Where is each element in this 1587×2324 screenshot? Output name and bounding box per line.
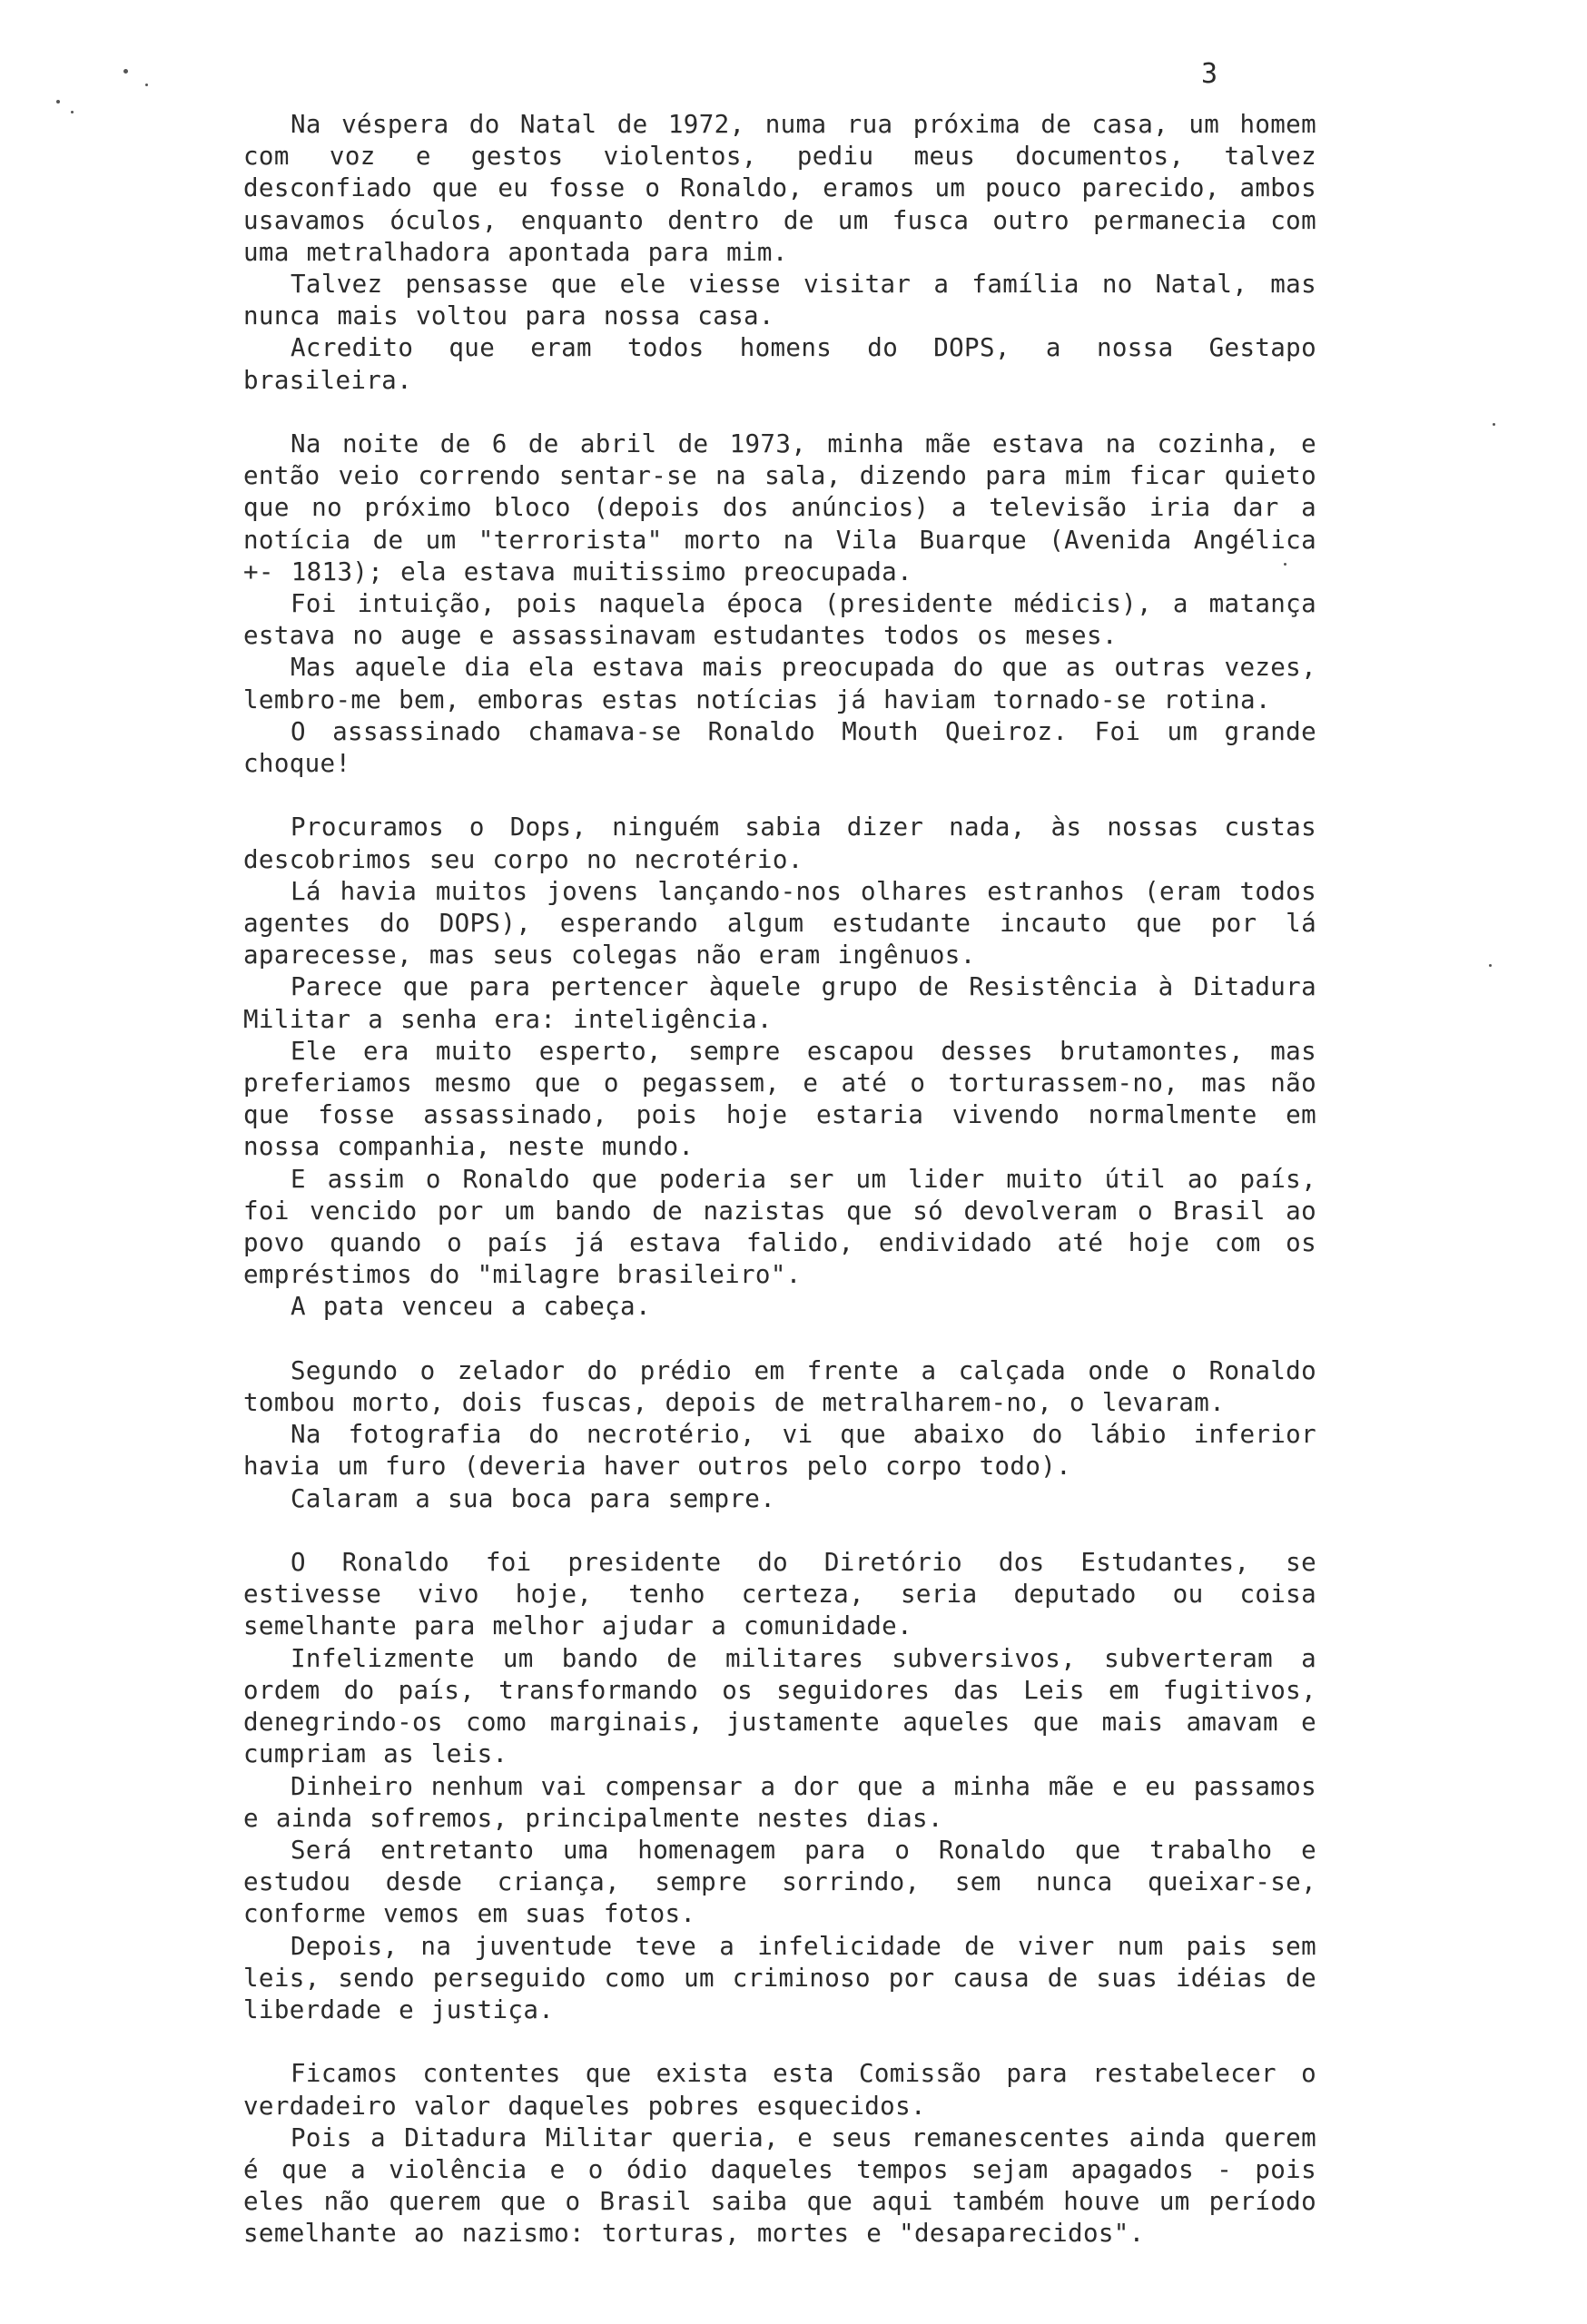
scan-speck: [145, 84, 148, 86]
paragraph: Pois a Ditadura Militar queria, e seus remanescentes ainda querem é que a violência e o ódio daqueles tempos sejam apagados - pois eles não querem que o Brasil saiba que aqui também houve um período semelhante ao nazismo: torturas, mortes e "desaparecidos".: [243, 2122, 1316, 2249]
page-number: 3: [1201, 58, 1218, 90]
paragraph: Será entretanto uma homenagem para o Ronaldo que trabalho e estudou desde criança, sempre sorrindo, sem nunca queixar-se, conforme vemos em suas fotos.: [243, 1835, 1316, 1929]
paragraph: Na noite de 6 de abril de 1973, minha mãe estava na cozinha, e então veio correndo sentar-se na sala, dizendo para mim ficar quieto que no próximo bloco (depois dos anúncios) a televisão iria dar a notícia de um "terrorista" morto na Vila Buarque (Avenida Angélica +- 1813); ela estava muitissimo preocupada.: [243, 429, 1316, 586]
paragraph: E assim o Ronaldo que poderia ser um lider muito útil ao país, foi vencido por um bando de nazistas que só devolveram o Brasil ao povo quando o país já estava falido, endividado até hoje com os empréstimos do "milagre brasileiro".: [243, 1164, 1316, 1290]
paragraph: Ficamos contentes que exista esta Comissão para restabelecer o verdadeiro valor daqueles pobres esquecidos.: [243, 2059, 1316, 2121]
paragraph: Na véspera do Natal de 1972, numa rua próxima de casa, um homem com voz e gestos violentos, pediu meus documentos, talvez desconfiado que eu fosse o Ronaldo, eramos um pouco parecido, ambos usavamos óculos, enquanto dentro de um fusca outro permanecia com uma metralhadora apontada para mim.: [243, 110, 1316, 267]
paragraph: Depois, na juventude teve a infelicidade de viver num pais sem leis, sendo perseguido como um criminoso por causa de suas idéias de liberdade e justiça.: [243, 1931, 1316, 2024]
paragraph: O Ronaldo foi presidente do Diretório dos Estudantes, se estivesse vivo hoje, tenho certeza, seria deputado ou coisa semelhante para melhor ajudar a comunidade.: [243, 1548, 1316, 1641]
paragraph: Ele era muito esperto, sempre escapou desses brutamontes, mas preferiamos mesmo que o pegassem, e até o torturassem-no, mas não que fosse assassinado, pois hoje estaria vivendo normalmente em nossa companhia, neste mundo.: [243, 1036, 1316, 1162]
letter-body: [243, 109, 1316, 2250]
scan-speck: [56, 100, 60, 103]
paragraph: O assassinado chamava-se Ronaldo Mouth Queiroz. Foi um grande choque!: [243, 716, 1316, 779]
scan-speck: [123, 69, 128, 74]
paragraph: Foi intuição, pois naquela época (presidente médicis), a matança estava no auge e assassinavam estudantes todos os meses.: [243, 589, 1316, 651]
paragraph: Parece que para pertencer àquele grupo de Resistência à Ditadura Militar a senha era: inteligência.: [243, 972, 1316, 1034]
paragraph: Lá havia muitos jovens lançando-nos olhares estranhos (eram todos agentes do DOPS), esperando algum estudante incauto que por lá aparecesse, mas seus colegas não eram ingênuos.: [243, 876, 1316, 970]
scan-speck: [71, 111, 74, 113]
paragraph: Acredito que eram todos homens do DOPS, a nossa Gestapo brasileira.: [243, 333, 1316, 395]
paragraph: Mas aquele dia ela estava mais preocupada do que as outras vezes, lembro-me bem, emboras estas notícias já haviam tornado-se rotina.: [243, 653, 1316, 714]
paragraph: Dinheiro nenhum vai compensar a dor que a minha mãe e eu passamos e ainda sofremos, principalmente nestes dias.: [243, 1771, 1316, 1833]
paragraph: Calaram a sua boca para sempre.: [291, 1483, 776, 1513]
paragraph: Segundo o zelador do prédio em frente a calçada onde o Ronaldo tombou morto, dois fuscas, depois de metralharem-no, o levaram.: [243, 1355, 1316, 1418]
scan-speck: [1489, 964, 1492, 967]
paragraph: Procuramos o Dops, ninguém sabia dizer nada, às nossas custas descobrimos seu corpo no necrotério.: [243, 812, 1316, 874]
paragraph: Infelizmente um bando de militares subversivos, subverteram a ordem do país, transformando os seguidores das Leis em fugitivos, denegrindo-os como marginais, justamente aqueles que mais amavam e cumpriam as leis.: [243, 1643, 1316, 1769]
scan-speck: [1493, 423, 1495, 426]
paragraph: A pata venceu a cabeça.: [291, 1292, 651, 1322]
paragraph: Na fotografia do necrotério, vi que abaixo do lábio inferior havia um furo (deveria haver outros pelo corpo todo).: [243, 1420, 1316, 1482]
paragraph: Talvez pensasse que ele viesse visitar a família no Natal, mas nunca mais voltou para nossa casa.: [243, 270, 1316, 331]
